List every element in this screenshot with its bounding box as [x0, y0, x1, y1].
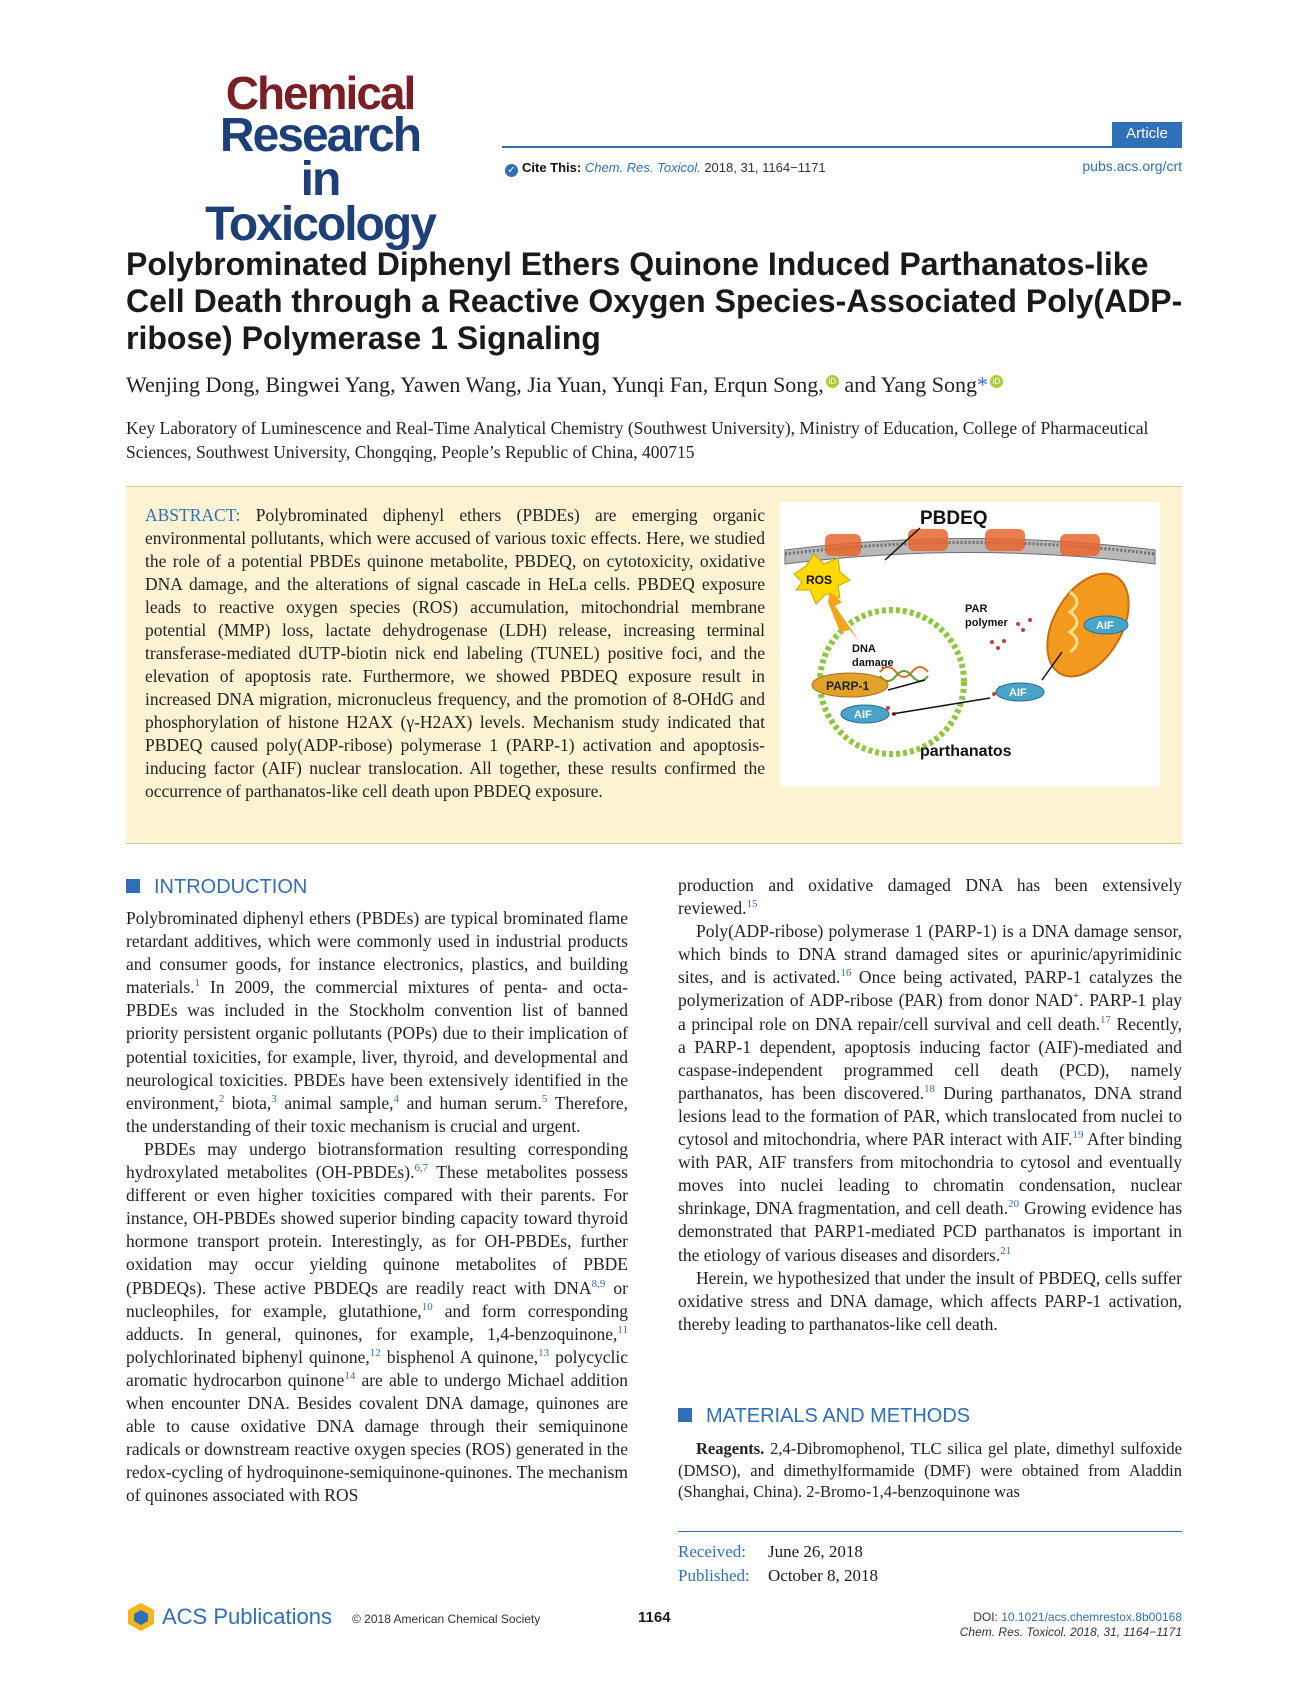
ros-label: ROS: [806, 573, 833, 587]
journal-logo-line1: Chemical: [225, 67, 415, 119]
section-heading-introduction: [126, 876, 307, 899]
right-column-top: [678, 874, 1182, 1336]
cite-journal: Chem. Res. Toxicol.: [584, 160, 701, 175]
journal-logo-line3: Toxicology: [205, 197, 435, 251]
published-date: October 8, 2018: [768, 1566, 879, 1585]
intro-paragraph-4: Poly(ADP-ribose) polymerase 1 (PARP-1) is a DNA damage sensor, which binds to DNA strand damaged sites or apurinic/apyrimidinic sites, and is activated.$^{16}$ Once being activated, PARP-1 catalyzes the polymerization of ADP-ribose (PAR) from donor NAD+. PARP-1 play a principal role on DNA repair/cell survival and cell death.$^{17}$ Recently, a PARP-1 dependent, apoptosis inducing factor (AIF)-mediated and caspase-independent programmed cell death (PCD), namely parthanatos, has been discovered.$^{18}$ During parthanatos, DNA strand lesions lead to the formation of PAR, which translocated from nuclei to cytosol and mitochondria, where PAR interact with AIF.$^{19}$ After binding with PAR, AIF transfers from mitochondria to cytosol and eventually moves into nuclei leading to chromatin condensation, nuclear shrinkage, DNA fragmentation, and cell death.$^{20}$ Growing evidence has demonstrated that PARP1-mediated PCD parthanatos is important in the etiology of various diseases and disorders.$^{21}$: [678, 921, 1183, 1265]
cite-label: Cite This:: [522, 160, 582, 175]
journal-logo: [205, 67, 435, 251]
left-column: [126, 907, 628, 1507]
article-type-badge: Article: [1112, 122, 1182, 146]
parp1-label: PARP-1: [826, 679, 870, 693]
received-date: June 26, 2018: [768, 1542, 863, 1561]
orcid-icon[interactable]: iD: [990, 375, 1003, 388]
right-column-methods: [678, 1438, 1182, 1503]
cite-this-line[interactable]: [505, 160, 826, 177]
par-label-2: polymer: [965, 617, 1008, 629]
intro-paragraph-5: Herein, we hypothesized that under the insult of PBDEQ, cells suffer oxidative stress and DNA damage, which affects PARP-1 activation, thereby leading to parthanatos-like cell death.: [678, 1267, 1182, 1334]
toc-title: PBDEQ: [920, 508, 988, 529]
dna-damage-label-2: damage: [852, 657, 894, 669]
journal-logo-line2: Research in: [219, 109, 421, 207]
article-title: Polybrominated Diphenyl Ethers Quinone Induced Parthanatos-like Cell Death through a Reactive Oxygen Species-Associated Poly(ADP-ribose) Polymerase 1 Signaling: [126, 246, 1183, 356]
section-square-icon: [678, 1408, 692, 1422]
received-label: Received:: [678, 1542, 746, 1561]
dates-rule: [678, 1531, 1182, 1532]
header-rule: [502, 146, 1182, 148]
author-list: [126, 372, 1003, 398]
aif-label-mito: AIF: [1096, 620, 1114, 632]
aif-label-nucleus: AIF: [854, 709, 872, 721]
intro-paragraph-2: PBDEs may undergo biotransformation resulting corresponding hydroxylated metabolites (OH-PBDEs).$^{6,7}$ These metabolites possess different or even higher toxicities compared with their parents. For instance, OH-PBDEs showed superior binding capacity toward thyroid hormone transport protein. Interestingly, as for OH-PBDEs, further oxidation may occur yielding quinone metabolites of PBDE (PBDEQs). These active PBDEQs are readily react with DNA$^{8,9}$ or nucleophiles, for example, glutathione,$^{10}$ and form corresponding adducts. In general, quinones, for example, 1,4-benzoquinone,$^{11}$ polychlorinated biphenyl quinone,$^{12}$ bisphenol A quinone,$^{13}$ polycyclic aromatic hydrocarbon quinone$^{14}$ are able to undergo Michael addition when encounter DNA. Besides covalent DNA damage, quinones are able to cause oxidative DNA damage through their semiquinone radicals or downstream reactive oxygen species (ROS) generated in the redox-cycling of hydroquinone-semiquinone-quinones. The mechanism of quinones associated with ROS: [126, 1138, 629, 1506]
orcid-icon[interactable]: iD: [826, 375, 839, 388]
cite-details: 2018, 31, 1164−1171: [704, 160, 826, 175]
par-label-1: PAR: [965, 603, 988, 615]
checkmark-icon: ✓: [505, 164, 518, 177]
doi-block: [960, 1610, 1182, 1640]
acs-hexagon-icon: [126, 1602, 156, 1632]
section-heading-text: MATERIALS AND METHODS: [706, 1405, 971, 1427]
abstract: [145, 504, 765, 803]
page-number: 1164: [638, 1609, 671, 1626]
section-square-icon: [126, 879, 140, 893]
affiliation: Key Laboratory of Luminescence and Real-Time Analytical Chemistry (Southwest University), Ministry of Education, College of Pharmaceutical Sciences, Southwest University, Chongqing, People’s Republic of China, 400715: [126, 418, 1149, 462]
section-heading-text: INTRODUCTION: [154, 876, 308, 898]
intro-paragraph-3: production and oxidative damaged DNA has been extensively reviewed.$^{15}$: [678, 875, 1182, 919]
intro-paragraph-1: Polybrominated diphenyl ethers (PBDEs) are typical brominated flame retardant additives, which were commonly used in industrial products and consumer goods, for instance electronics, plastics, and building materials.$^1$ In 2009, the commercial mixtures of penta- and octa-PBDEs was included in the Stockholm convention list of banned priority persistent organic pollutants (POPs) due to their implication of potential toxicities, for example, liver, thyroid, and developmental and neurological toxicities. PBDEs have been extensively identified in the environment,$^2$ biota,$^3$ animal sample,$^4$ and human serum.$^5$ Therefore, the understanding of their toxic mechanism is crucial and urgent.: [126, 908, 628, 1136]
published-label: Published:: [678, 1566, 750, 1585]
article-dates: [678, 1540, 878, 1588]
toc-graphic: [780, 502, 1160, 787]
methods-reagents: Reagents. 2,4-Dibromophenol, TLC silica gel plate, dimethyl sulfoxide (DMSO), and dimethylformamide (DMF) were obtained from Aladdin (Shanghai, China). 2-Bromo-1,4-benzoquinone was: [678, 1439, 1182, 1501]
dna-damage-label-1: DNA: [852, 643, 876, 655]
authors-last: and Yang Song: [844, 372, 977, 397]
doi-link[interactable]: 10.1021/acs.chemrestox.8b00168: [1001, 1610, 1182, 1624]
abstract-body: Polybrominated diphenyl ethers (PBDEs) are emerging organic environmental pollutants, which were accused of various toxic effects. Here, we studied the role of a potential PBDEs quinone metabolite, PBDEQ, on cytotoxicity, oxidative DNA damage, and the alterations of signal cascade in HeLa cells. PBDEQ exposure leads to reactive oxygen species (ROS) accumulation, mitochondrial membrane potential (MMP) loss, lactate dehydrogenase (LDH) release, increasing terminal transferase-mediated dUTP-biotin nick end labeling (TUNEL) positive foci, and the elevation of apoptosis rate. Furthermore, we showed PBDEQ exposure result in increased DNA migration, micronucleus frequency, and the promotion of 8-OHdG and phosphorylation of histone H2AX (γ-H2AX) levels. Mechanism study indicated that PBDEQ caused poly(ADP-ribose) polymerase 1 (PARP-1) activation and apoptosis-inducing factor (AIF) nuclear translocation. All together, these results confirmed the occurrence of parthanatos-like cell death upon PBDEQ exposure.: [145, 505, 765, 801]
abstract-label: ABSTRACT:: [145, 505, 241, 525]
corresponding-author-mark: *: [976, 372, 988, 397]
copyright: © 2018 American Chemical Society: [352, 1612, 541, 1626]
doi-label: DOI:: [973, 1610, 1002, 1624]
acs-publications-logo[interactable]: [126, 1602, 332, 1632]
footer-citation: Chem. Res. Toxicol. 2018, 31, 1164−1171: [959, 1625, 1182, 1639]
aif-label-cytosol: AIF: [1009, 687, 1027, 699]
journal-site-link[interactable]: pubs.acs.org/crt: [1082, 158, 1182, 174]
toc-caption: parthanatos: [920, 743, 1012, 760]
publisher-name: ACS Publications: [162, 1604, 332, 1629]
toc-graphic-svg: [780, 502, 1160, 787]
authors-main: Wenjing Dong, Bingwei Yang, Yawen Wang, Jia Yuan, Yunqi Fan, Erqun Song,: [126, 372, 824, 397]
section-heading-methods: [678, 1405, 970, 1428]
